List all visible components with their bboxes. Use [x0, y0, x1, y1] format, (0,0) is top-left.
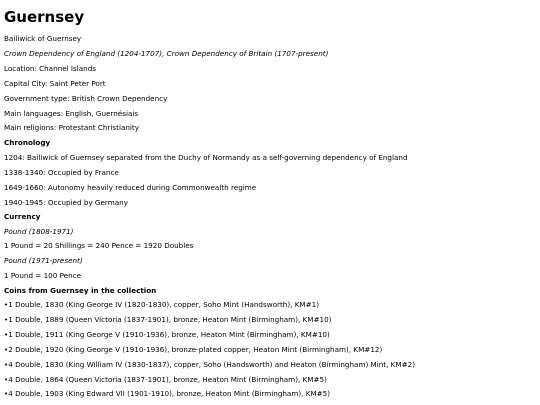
currency-period-label: Pound (1808-1971)	[4, 227, 74, 236]
coins-heading: Coins from Guernsey in the collection	[4, 286, 157, 295]
languages-text: Main languages: English, Guernésiais	[4, 109, 139, 118]
chronology-event: 1940-1945: Occupied by Germany	[4, 198, 128, 207]
status-text: Crown Dependency of England (1204-1707), Crown Dependency of Britain (1707-present)	[4, 49, 329, 58]
coin-item: •1 Double, 1889 (Queen Victoria (1837-1901), bronze, Heaton Mint (Birmingham), KM#10)	[4, 315, 332, 324]
coin-item: •4 Double, 1830 (King William IV (1830-1837), copper, Soho (Handsworth) and Heaton (Birmingham) Mint, KM#2)	[4, 360, 415, 369]
page-title: Guernsey	[4, 8, 85, 26]
government-text: Government type: British Crown Dependency	[4, 94, 168, 103]
currency-period-detail: 1 Pound = 100 Pence	[4, 271, 82, 280]
capital-text: Capital City: Saint Peter Port	[4, 79, 106, 88]
location-text: Location: Channel Islands	[4, 64, 97, 73]
currency-period-label: Pound (1971-present)	[4, 256, 83, 265]
coin-item: •4 Double, 1864 (Queen Victoria (1837-1901), bronze, Heaton Mint (Birmingham), KM#5)	[4, 375, 327, 384]
religions-text: Main religions: Protestant Christianity	[4, 123, 139, 132]
coin-item: •1 Double, 1830 (King George IV (1820-1830), copper, Soho Mint (Handsworth), KM#1)	[4, 300, 320, 309]
currency-heading: Currency	[4, 212, 41, 221]
official-name: Bailiwick of Guernsey	[4, 34, 82, 43]
chronology-event: 1649-1660: Autonomy heavily reduced during Commonwealth regime	[4, 183, 257, 192]
currency-period-detail: 1 Pound = 20 Shillings = 240 Pence = 1920 Doubles	[4, 241, 194, 250]
coin-item: •4 Double, 1903 (King Edward VII (1901-1910), bronze, Heaton Mint (Birmingham), KM#5)	[4, 389, 331, 398]
chronology-event: 1338-1340: Occupied by France	[4, 168, 119, 177]
chronology-event: 1204: Bailiwick of Guernsey separated from the Duchy of Normandy as a self-governing dependency of England	[4, 153, 408, 162]
coin-item: •1 Double, 1911 (King George V (1910-1936), bronze, Heaton Mint (Birmingham), KM#10)	[4, 330, 330, 339]
chronology-heading: Chronology	[4, 138, 51, 147]
coin-item: •2 Double, 1920 (King George V (1910-1936), bronze-plated copper, Heaton Mint (Birmingham), KM#12)	[4, 345, 383, 354]
